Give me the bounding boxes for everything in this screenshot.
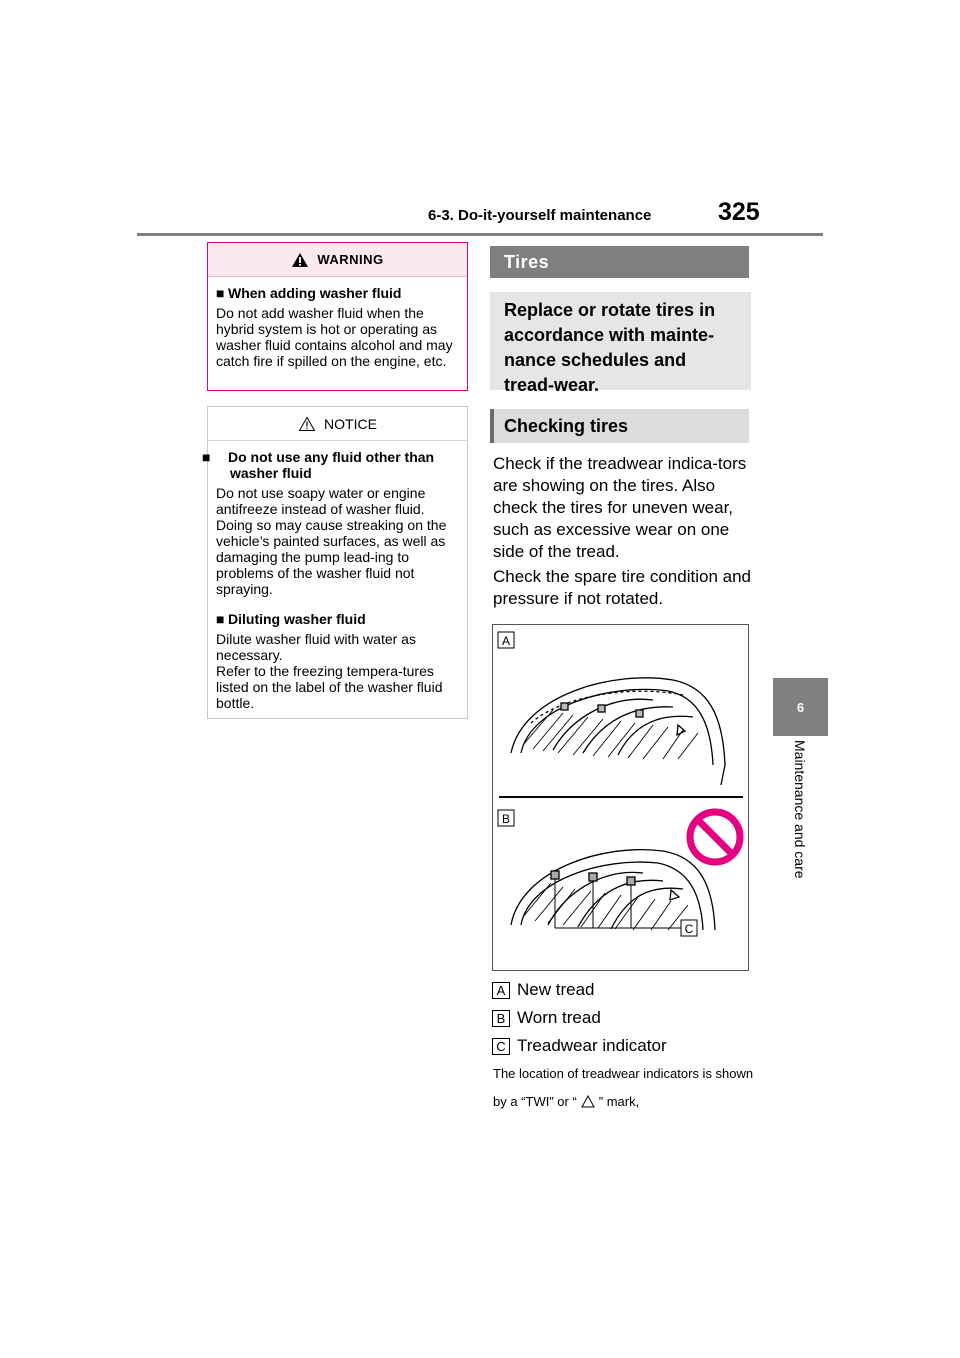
notice-body-1: Do not use soapy water or engine antifreeze instead of washer fluid. Doing so may cause streaking on the vehicle’s painted surfaces, as well as damaging the pump lead-ing to problems of the washer fluid not spraying.: [216, 485, 447, 597]
warning-triangle-icon: [291, 252, 309, 268]
new-tire-drawing: [511, 678, 725, 785]
notice-header: [208, 407, 467, 441]
chapter-title: Maintenance and care: [792, 740, 808, 879]
legend-key-b: B: [492, 1010, 510, 1027]
twi-note: The location of treadwear indicators is shown by a “TWI” or “ ” mark,: [493, 1066, 754, 1109]
header-rule: [137, 233, 823, 236]
legend-worn-tread: [492, 1008, 601, 1028]
legend-text-a: New tread: [517, 980, 595, 999]
warning-body: Do not add washer fluid when the hybrid system is hot or operating as washer fluid contains alcohol and may catch fire if spilled on the engine, etc.: [216, 305, 453, 369]
label-c: C: [684, 922, 694, 936]
warning-subheading: ■ When adding washer fluid: [216, 285, 402, 301]
tires-summary: Replace or rotate tires in accordance with mainte-nance schedules and tread-wear.: [490, 292, 751, 390]
notice-body-2a: Dilute washer fluid with water as necessary.: [216, 631, 416, 663]
chapter-number: 6: [796, 699, 805, 715]
legend-text-b: Worn tread: [517, 1008, 601, 1027]
legend-new-tread: [492, 980, 594, 1000]
section-title: 6-3. Do-it-yourself maintenance: [428, 207, 652, 224]
paragraph-spare-tire: Check the spare tire condition and pressure if not rotated.: [493, 567, 751, 608]
warning-box: [207, 242, 468, 391]
tires-heading: Tires: [490, 246, 749, 278]
prohibited-sign-icon: [690, 812, 740, 862]
legend-treadwear-indicator: [492, 1036, 667, 1056]
twi-triangle-icon: [581, 1095, 595, 1108]
checking-tires-heading: Checking tires: [490, 409, 749, 443]
chapter-tab: [773, 678, 828, 736]
warning-title: WARNING: [317, 252, 384, 267]
label-a: A: [501, 634, 511, 648]
label-b: B: [501, 812, 511, 826]
legend-text-c: Treadwear indicator: [517, 1036, 667, 1055]
notice-subheading-2: ■ Diluting washer fluid: [216, 611, 366, 627]
warning-header: [208, 243, 467, 277]
legend-key-a: A: [492, 982, 510, 999]
chapter-label: [792, 740, 812, 920]
notice-box: [202, 406, 468, 719]
notice-triangle-icon: [298, 416, 316, 432]
notice-title: NOTICE: [324, 415, 377, 432]
worn-tire-drawing: [511, 850, 715, 930]
notice-subheading-1: ■ Do not use any fluid other than washer fluid: [202, 449, 435, 481]
legend-key-c: C: [492, 1038, 510, 1055]
page-number: 325: [718, 198, 760, 226]
paragraph-treadwear: Check if the treadwear indica-tors are showing on the tires. Also check the tires for uneven wear, such as excessive wear on one side of the tread.: [493, 454, 747, 561]
tire-illustration: [492, 624, 749, 971]
notice-body-2b: Refer to the freezing tempera-tures listed on the label of the washer fluid bottle.: [216, 663, 443, 711]
